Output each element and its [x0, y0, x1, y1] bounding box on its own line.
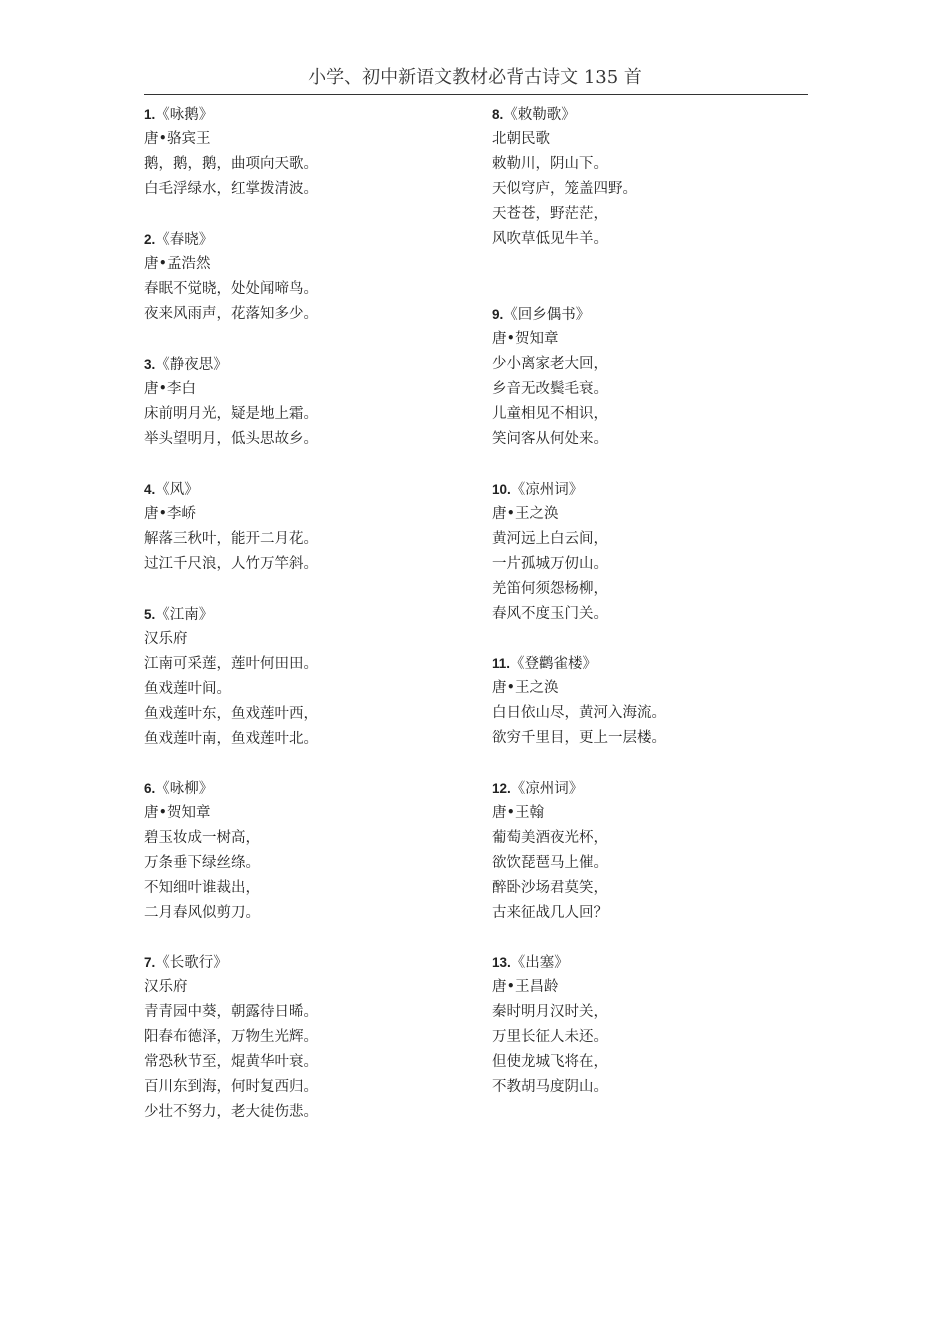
poem-line: 天似穹庐，笼盖四野。: [492, 181, 637, 197]
poem-title: 《回乡偶书》: [503, 307, 591, 323]
poem-number: 4.: [144, 482, 156, 497]
poem-heading: [144, 227, 464, 252]
poem-line: 葡萄美酒夜光杯，: [492, 830, 608, 846]
poem-line: 万条垂下绿丝绦。: [144, 855, 260, 871]
poem-line: 乡音无改鬓毛衰。: [492, 381, 608, 397]
poem-title: 《凉州词》: [510, 482, 584, 498]
poem-heading: [492, 477, 812, 502]
poem-number: 8.: [492, 107, 504, 122]
poem-heading: [144, 950, 464, 975]
poem-author: 北朝民歌: [492, 131, 550, 147]
poem-line: 黄河远上白云间，: [492, 531, 608, 547]
poem-block: [492, 302, 812, 452]
poem-number: 2.: [144, 232, 156, 247]
poem-heading: [492, 776, 812, 801]
poem-title: 《出塞》: [510, 955, 569, 971]
poem-line: 醉卧沙场君莫笑，: [492, 880, 608, 896]
poem-line: 过江千尺浪，人竹万竿斜。: [144, 556, 318, 572]
poem-line: 二月春风似剪刀。: [144, 905, 260, 921]
poem-line: 天苍苍，野茫茫，: [492, 206, 608, 222]
poem-number: 13.: [492, 955, 511, 970]
poem-block: [144, 602, 464, 752]
poem-line: 鱼戏莲叶南，鱼戏莲叶北。: [144, 731, 318, 747]
poem-title: 《咏鹅》: [155, 107, 214, 123]
poem-line: 举头望明月，低头思故乡。: [144, 431, 318, 447]
poem-number: 5.: [144, 607, 156, 622]
poem-line: 一片孤城万仞山。: [492, 556, 608, 572]
poem-title: 《春晓》: [155, 232, 214, 248]
poem-line: 阳春布德泽，万物生光辉。: [144, 1029, 318, 1045]
poem-author: 唐•李白: [144, 381, 197, 397]
poem-number: 11.: [492, 656, 511, 671]
poem-author: 唐•王之涣: [492, 506, 559, 522]
poem-author: 唐•王之涣: [492, 680, 559, 696]
poem-block: [144, 352, 464, 452]
poem-title: 《敕勒歌》: [503, 107, 576, 123]
poem-heading: [144, 352, 464, 377]
poem-line: 常恐秋节至，焜黄华叶衰。: [144, 1054, 318, 1070]
poem-heading: [144, 477, 464, 502]
poem-number: 10.: [492, 482, 511, 497]
poem-line: 古来征战几人回？: [492, 905, 608, 921]
poem-author: 唐•贺知章: [144, 805, 211, 821]
poem-line: 鹅，鹅，鹅，曲项向天歌。: [144, 156, 318, 172]
poem-author: 汉乐府: [144, 631, 188, 647]
poem-line: 不教胡马度阴山。: [492, 1079, 608, 1095]
poem-line: 床前明月光，疑是地上霜。: [144, 406, 318, 422]
poem-title: 《风》: [155, 482, 199, 498]
poem-author: 唐•王昌龄: [492, 979, 559, 995]
poem-line: 万里长征人未还。: [492, 1029, 608, 1045]
poem-block: [144, 950, 464, 1125]
header-rule: [144, 94, 808, 95]
poem-line: 不知细叶谁裁出，: [144, 880, 260, 896]
poem-title: 《凉州词》: [510, 781, 584, 797]
poem-block: [492, 950, 812, 1100]
poem-block: [144, 227, 464, 327]
poem-block: [144, 776, 464, 926]
poem-author: 唐•骆宾王: [144, 131, 211, 147]
poem-title: 《登鹳雀楼》: [510, 656, 598, 672]
poem-line: 欲饮琵琶马上催。: [492, 855, 608, 871]
poem-line: 敕勒川，阴山下。: [492, 156, 608, 172]
poem-heading: [492, 651, 812, 676]
poem-number: 1.: [144, 107, 156, 122]
poem-line: 秦时明月汉时关，: [492, 1004, 608, 1020]
poem-number: 3.: [144, 357, 156, 372]
poem-line: 鱼戏莲叶间。: [144, 681, 231, 697]
poem-author: 唐•贺知章: [492, 331, 559, 347]
poem-number: 6.: [144, 781, 156, 796]
poem-heading: [492, 102, 812, 127]
poem-line: 但使龙城飞将在，: [492, 1054, 608, 1070]
poem-title: 《静夜思》: [155, 357, 228, 373]
poem-number: 12.: [492, 781, 511, 796]
poem-author: 唐•王翰: [492, 805, 545, 821]
poem-block: [492, 477, 812, 627]
poem-block: [144, 477, 464, 577]
poem-line: 春风不度玉门关。: [492, 606, 608, 622]
poem-line: 江南可采莲，莲叶何田田。: [144, 656, 318, 672]
poem-line: 白毛浮绿水，红掌拨清波。: [144, 181, 318, 197]
poem-line: 少小离家老大回，: [492, 356, 608, 372]
poem-line: 碧玉妆成一树高，: [144, 830, 260, 846]
poem-number: 9.: [492, 307, 504, 322]
poem-line: 少壮不努力，老大徒伤悲。: [144, 1104, 318, 1120]
poem-title: 《江南》: [155, 607, 214, 623]
poem-line: 夜来风雨声，花落知多少。: [144, 306, 318, 322]
poem-line: 儿童相见不相识，: [492, 406, 608, 422]
poem-author: 汉乐府: [144, 979, 188, 995]
poem-author: 唐•李峤: [144, 506, 197, 522]
poem-author: 唐•孟浩然: [144, 256, 211, 272]
page-title: 小学、初中新语文教材必背古诗文 135 首: [308, 67, 642, 88]
poem-line: 鱼戏莲叶东，鱼戏莲叶西，: [144, 706, 318, 722]
poem-line: 白日依山尽，黄河入海流。: [492, 705, 666, 721]
poem-heading: [144, 102, 464, 127]
poem-line: 解落三秋叶，能开二月花。: [144, 531, 318, 547]
poem-block: [144, 102, 464, 202]
poem-line: 春眠不觉晓，处处闻啼鸟。: [144, 281, 318, 297]
poem-line: 羌笛何须怨杨柳，: [492, 581, 608, 597]
poem-line: 欲穷千里目，更上一层楼。: [492, 730, 666, 746]
poem-title: 《咏柳》: [155, 781, 214, 797]
poem-heading: [144, 602, 464, 627]
poem-line: 青青园中葵，朝露待日晞。: [144, 1004, 318, 1020]
poem-block: [492, 651, 812, 751]
poem-line: 百川东到海，何时复西归。: [144, 1079, 318, 1095]
poem-line: 风吹草低见牛羊。: [492, 231, 608, 247]
poem-number: 7.: [144, 955, 156, 970]
poem-heading: [492, 950, 812, 975]
poem-title: 《长歌行》: [155, 955, 228, 971]
poem-block: [492, 102, 812, 252]
poem-block: [492, 776, 812, 926]
poem-line: 笑问客从何处来。: [492, 431, 608, 447]
poem-heading: [492, 302, 812, 327]
poem-heading: [144, 776, 464, 801]
